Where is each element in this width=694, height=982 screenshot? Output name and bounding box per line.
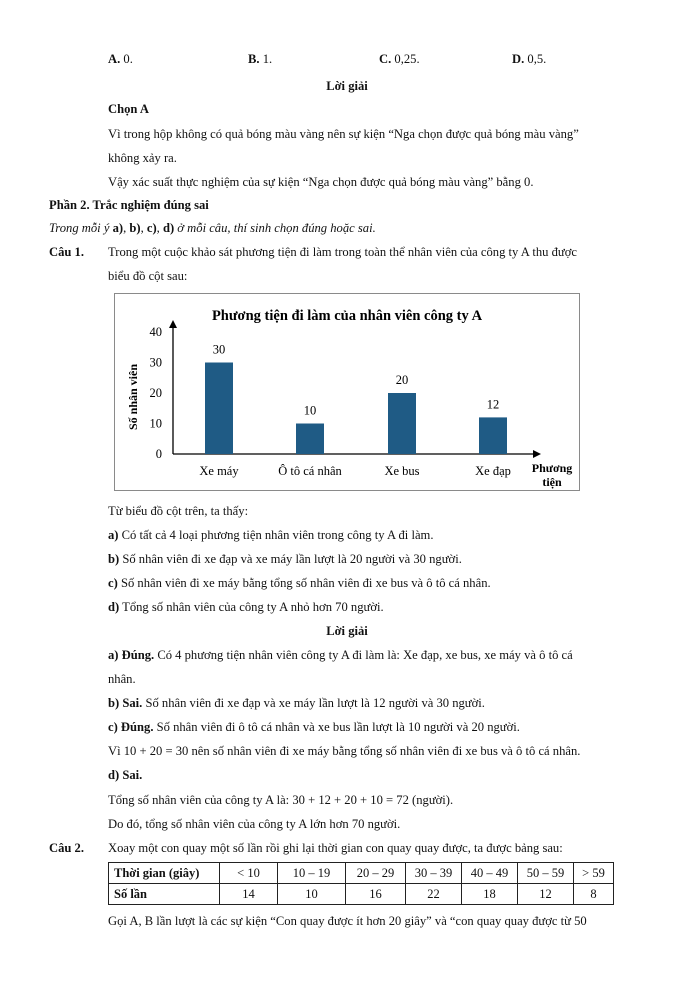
table-cell: 30 – 39 xyxy=(406,863,462,884)
question-text: Xoay một con quay một số lần rồi ghi lại thời gian con quay quay được, ta được bảng sau: xyxy=(108,841,563,855)
solution-line: không xảy ra. xyxy=(108,151,177,165)
data-label: 12 xyxy=(486,397,500,412)
table-cell: 18 xyxy=(462,884,518,905)
x-tick-label: Xe đạp xyxy=(475,464,511,478)
x-axis-arrow xyxy=(533,450,541,458)
bar xyxy=(479,417,507,454)
x-tick-label: Xe bus xyxy=(384,464,420,478)
solution-heading: Lời giải xyxy=(326,79,368,93)
x-tick-label: Xe máy xyxy=(199,464,239,478)
table-cell: > 59 xyxy=(574,863,614,884)
table-cell: 8 xyxy=(574,884,614,905)
solution-d: d) Sai. xyxy=(108,768,143,782)
solution-a: a) Đúng. Có 4 phương tiện nhân viên công ty A đi làm là: Xe đạp, xe bus, xe máy và ô tô cá xyxy=(108,648,573,662)
table-cell: < 10 xyxy=(220,863,278,884)
solution-b: b) Sai. Số nhân viên đi xe đạp và xe máy lần lượt là 12 người và 30 người. xyxy=(108,696,485,710)
section-title: Phần 2. Trắc nghiệm đúng sai xyxy=(49,198,209,212)
table-row xyxy=(109,884,614,905)
question-text: biểu đồ cột sau: xyxy=(108,269,188,283)
y-tick-label: 40 xyxy=(149,325,162,339)
bar xyxy=(388,393,416,454)
option-a: A. 0. xyxy=(108,52,133,66)
table-row xyxy=(109,863,614,884)
question-text: Trong một cuộc khảo sát phương tiện đi làm trong toàn thể nhân viên của công ty A thu được xyxy=(108,245,577,259)
frequency-table xyxy=(108,862,614,905)
y-tick-label: 10 xyxy=(149,416,162,431)
section-instruction: Trong mỗi ý a), b), c), d) ở mỗi câu, thí sinh chọn đúng hoặc sai. xyxy=(49,221,376,235)
x-tick-label: Ô tô cá nhân xyxy=(278,464,342,478)
table-cell: 22 xyxy=(406,884,462,905)
table-cell: 20 – 29 xyxy=(346,863,406,884)
solution-c-reason: Vì 10 + 20 = 30 nên số nhân viên đi xe máy bằng tổng số nhân viên đi xe bus và ô tô cá nhân. xyxy=(108,744,581,758)
y-tick-label: 30 xyxy=(149,355,162,370)
data-label: 30 xyxy=(212,342,226,357)
y-axis-label: Số nhân viên xyxy=(126,363,140,431)
statement-c: c) Số nhân viên đi xe máy bằng tổng số nhân viên đi xe bus và ô tô cá nhân. xyxy=(108,576,491,590)
chart-title: Phương tiện đi làm của nhân viên công ty A xyxy=(211,308,483,324)
solution-c: c) Đúng. Số nhân viên đi ô tô cá nhân và xe bus lần lượt là 10 người và 20 người. xyxy=(108,720,520,734)
question-label: Câu 1. xyxy=(49,245,84,259)
data-label: 20 xyxy=(395,373,409,387)
statement-b: b) Số nhân viên đi xe đạp và xe máy lần lượt là 20 người và 30 người. xyxy=(108,552,462,566)
x-axis-label: tiện xyxy=(542,475,562,489)
option-c: C. 0,25. xyxy=(379,52,420,66)
data-label: 10 xyxy=(303,403,317,418)
question-text: Gọi A, B lần lượt là các sự kiện “Con quay được ít hơn 20 giây” và “con quay quay được từ 50 xyxy=(108,914,587,928)
y-axis-arrow xyxy=(169,320,177,328)
solution-heading: Lời giải xyxy=(326,624,368,638)
solution-choice: Chọn A xyxy=(108,102,149,116)
option-d: D. 0,5. xyxy=(512,52,547,66)
table-cell: 40 – 49 xyxy=(462,863,518,884)
solution-line: Vậy xác suất thực nghiệm của sự kiện “Nga chọn được quả bóng màu vàng” bằng 0. xyxy=(108,175,534,189)
x-axis-label: Phương xyxy=(531,461,573,475)
bar xyxy=(296,424,324,455)
bar-chart xyxy=(114,293,580,491)
y-tick-label: 0 xyxy=(155,447,162,461)
solution-line: Vì trong hộp không có quả bóng màu vàng nên sự kiện “Nga chọn được quả bóng màu vàng” xyxy=(108,127,579,141)
solution-d-conclusion: Do đó, tổng số nhân viên của công ty A lớn hơn 70 người. xyxy=(108,817,401,831)
solution-d-sum: Tổng số nhân viên của công ty A là: 30 + 12 + 20 + 10 = 72 (người). xyxy=(108,793,454,807)
option-b: B. 1. xyxy=(248,52,273,66)
table-cell: 50 – 59 xyxy=(518,863,574,884)
question-label: Câu 2. xyxy=(49,841,84,855)
table-cell: 14 xyxy=(220,884,278,905)
bar xyxy=(205,363,233,455)
table-cell: 12 xyxy=(518,884,574,905)
table-header-cell: Số lần xyxy=(109,884,220,905)
solution-a-cont: nhân. xyxy=(108,672,136,686)
statement-a: a) Có tất cả 4 loại phương tiện nhân viên trong công ty A đi làm. xyxy=(108,528,434,542)
statement-d: d) Tổng số nhân viên của công ty A nhỏ hơn 70 người. xyxy=(108,600,384,614)
chart-intro: Từ biểu đồ cột trên, ta thấy: xyxy=(108,504,249,518)
y-tick-label: 20 xyxy=(149,386,162,400)
table-header-cell: Thời gian (giây) xyxy=(109,863,220,884)
table-cell: 16 xyxy=(346,884,406,905)
bar-chart-svg xyxy=(115,294,579,490)
table-cell: 10 xyxy=(278,884,346,905)
table-cell: 10 – 19 xyxy=(278,863,346,884)
